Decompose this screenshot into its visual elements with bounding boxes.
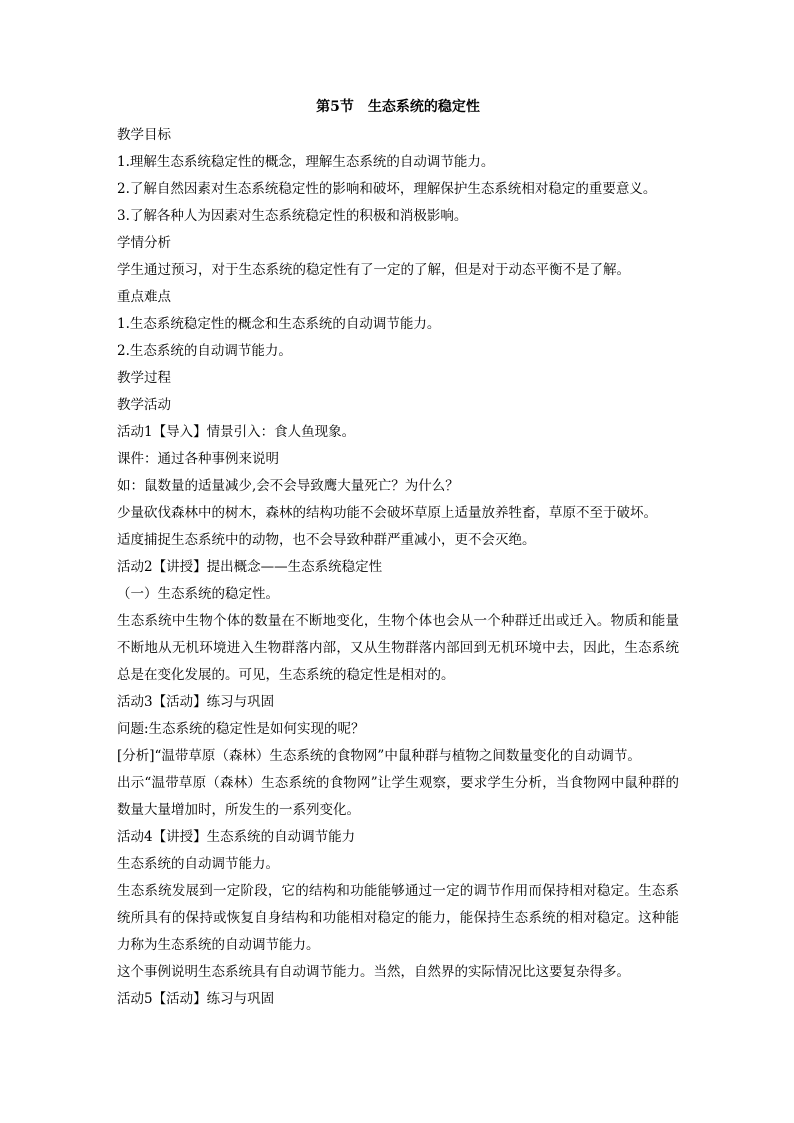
- activity-4-paragraph: 生态系统发展到一定阶段，它的结构和功能能够通过一定的调节作用而保持相对稳定。生态系统所具有的保持或恢复自身结构和功能相对稳定的能力，能保持生态系统的相对稳定。这种能力称为生态系统的自动调节能力。: [117, 883, 679, 953]
- activity-2-paragraph: 生态系统中生物个体的数量在不断地变化，生物个体也会从一个种群迁出或迁入。物质和能量不断地从无机环境进入生物群落内部，又从生物群落内部回到无机环境中去，因此，生态系统总是在变化发展的。可见，生态系统的稳定性是相对的。: [117, 613, 679, 683]
- section-heading-process: 教学过程: [117, 370, 171, 386]
- activity-4-conclusion: 这个事例说明生态系统具有自动调节能力。当然，自然界的实际情况比这要复杂得多。: [117, 964, 630, 980]
- analysis-text: 学生通过预习，对于生态系统的稳定性有了一定的了解，但是对于动态平衡不是了解。: [117, 262, 630, 278]
- activity-1-courseware: 课件：通过各种事例来说明: [117, 451, 279, 467]
- activity-1-example-1: 少量砍伐森林中的树木，森林的结构功能不会破坏草原上适量放养牲畜，草原不至于破坏。: [117, 505, 657, 521]
- objective-item-2: 2.了解自然因素对生态系统稳定性的影响和破坏，理解保护生态系统相对稳定的重要意义。: [117, 181, 657, 197]
- key-point-item-2: 2.生态系统的自动调节能力。: [117, 343, 292, 359]
- key-point-item-1: 1.生态系统稳定性的概念和生态系统的自动调节能力。: [117, 316, 441, 332]
- activity-2-subheading: （一）生态系统的稳定性。: [117, 586, 279, 602]
- activity-3-analysis: [分析]“温带草原（森林）生态系统的食物网”中鼠种群与植物之间数量变化的自动调节。: [117, 748, 641, 764]
- activity-4-heading: 活动4【讲授】生态系统的自动调节能力: [117, 829, 356, 845]
- activity-2-heading: 活动2【讲授】提出概念——生态系统稳定性: [117, 559, 383, 575]
- document-title: 第5节 生态系统的稳定性: [316, 99, 480, 115]
- section-heading-key-points: 重点难点: [117, 289, 171, 305]
- section-heading-activities: 教学活动: [117, 397, 171, 413]
- activity-3-heading: 活动3【活动】练习与巩固: [117, 694, 275, 710]
- activity-4-subheading: 生态系统的自动调节能力。: [117, 856, 279, 872]
- activity-3-paragraph: 出示“温带草原（森林）生态系统的食物网”让学生观察，要求学生分析，当食物网中鼠种群的数量大量增加时，所发生的一系列变化。: [117, 775, 679, 818]
- document-content: [117, 96, 679, 1013]
- activity-1-heading: 活动1【导入】情景引入：食人鱼现象。: [117, 424, 356, 440]
- objective-item-1: 1.理解生态系统稳定性的概念，理解生态系统的自动调节能力。: [117, 154, 495, 170]
- activity-5-heading: 活动5【活动】练习与巩固: [117, 991, 275, 1007]
- activity-3-question: 问题:生态系统的稳定性是如何实现的呢？: [117, 721, 365, 737]
- objective-item-3: 3.了解各种人为因素对生态系统稳定性的积极和消极影响。: [117, 208, 468, 224]
- section-heading-analysis: 学情分析: [117, 235, 171, 251]
- activity-1-question: 如：鼠数量的适量减少,会不会导致鹰大量死亡？为什么？: [117, 478, 459, 494]
- section-heading-objectives: 教学目标: [117, 127, 171, 143]
- activity-1-example-2: 适度捕捉生态系统中的动物，也不会导致种群严重减小，更不会灭绝。: [117, 532, 536, 548]
